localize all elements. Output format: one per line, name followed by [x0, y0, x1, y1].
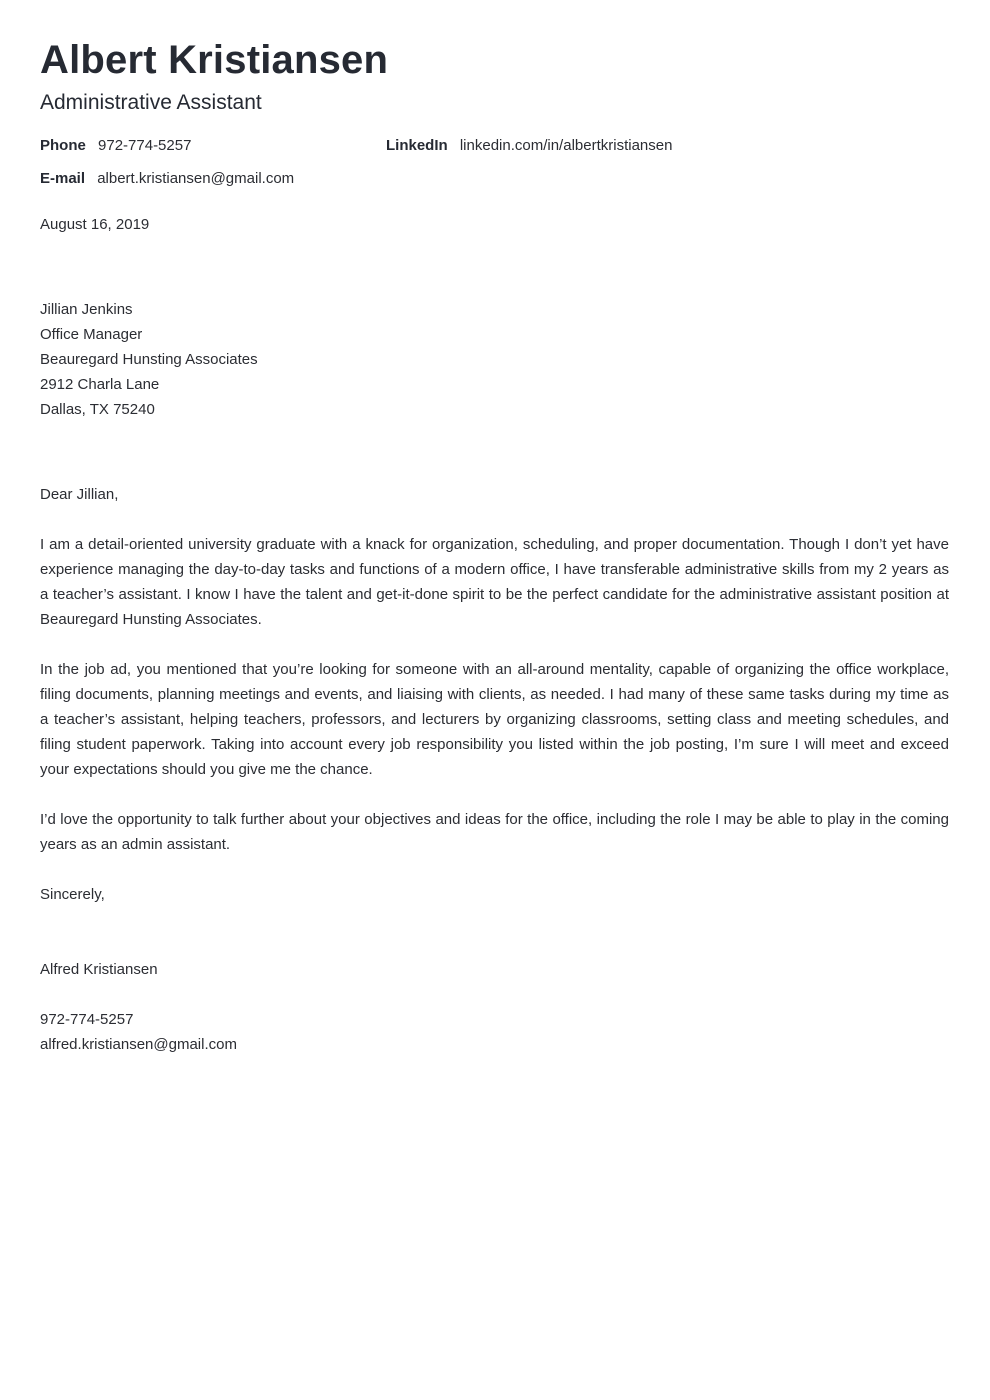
- recipient-address: [40, 297, 949, 422]
- recipient-street: 2912 Charla Lane: [40, 376, 160, 393]
- signature-phone: 972-774-5257: [40, 1011, 134, 1028]
- linkedin-value: linkedin.com/in/albertkristiansen: [459, 137, 673, 154]
- email-label: E-mail: [40, 170, 86, 187]
- applicant-job-title: Administrative Assistant: [40, 91, 262, 114]
- signature-email: alfred.kristiansen@gmail.com: [40, 1036, 237, 1053]
- letter-date: August 16, 2019: [40, 216, 150, 233]
- signature-name: Alfred Kristiansen: [40, 961, 158, 978]
- contact-linkedin: [386, 136, 672, 156]
- recipient-city: Dallas, TX 75240: [40, 401, 155, 418]
- phone-label: Phone: [40, 137, 86, 154]
- contact-phone: [40, 136, 191, 156]
- body-paragraph: I am a detail-oriented university graduate with a knack for organization, scheduling, and proper documentation. Though I don’t yet have experience managing the day-to-day tasks and functions of a modern office, I have transferable administrative skills from my 2 years as a teacher’s assistant. I know I have the talent and get-it-done spirit to be the perfect candidate for the administrative assistant position at Beauregard Hunsting Associates.: [40, 536, 949, 628]
- contact-email: [40, 169, 294, 189]
- recipient-company: Beauregard Hunsting Associates: [40, 351, 258, 368]
- salutation: Dear Jillian,: [40, 486, 119, 503]
- linkedin-label: LinkedIn: [386, 137, 448, 154]
- body-paragraph: In the job ad, you mentioned that you’re looking for someone with an all-around mentality, capable of organizing the office workplace, filing documents, planning meetings and events, and liaising with clients, as needed. I had many of these same tasks during my time as a teacher’s assistant, helping teachers, professors, and lecturers by organizing classrooms, setting class and meeting schedules, and filing student paperwork. Taking into account every job responsibility you listed within the job posting, I’m sure I will meet and exceed your expectations should you give me the chance.: [40, 661, 949, 778]
- cover-letter: [40, 36, 949, 1057]
- recipient-position: Office Manager: [40, 326, 143, 343]
- email-value: albert.kristiansen@gmail.com: [97, 170, 295, 187]
- applicant-name: Albert Kristiansen: [40, 38, 389, 82]
- contact-info: [40, 136, 949, 202]
- recipient-name: Jillian Jenkins: [40, 301, 133, 318]
- signature-contacts: [40, 1007, 949, 1057]
- body-paragraph: I’d love the opportunity to talk further about your objectives and ideas for the office, including the role I may be able to play in the coming years as an admin assistant.: [40, 811, 949, 853]
- closing: Sincerely,: [40, 886, 105, 903]
- phone-value: 972-774-5257: [98, 137, 192, 154]
